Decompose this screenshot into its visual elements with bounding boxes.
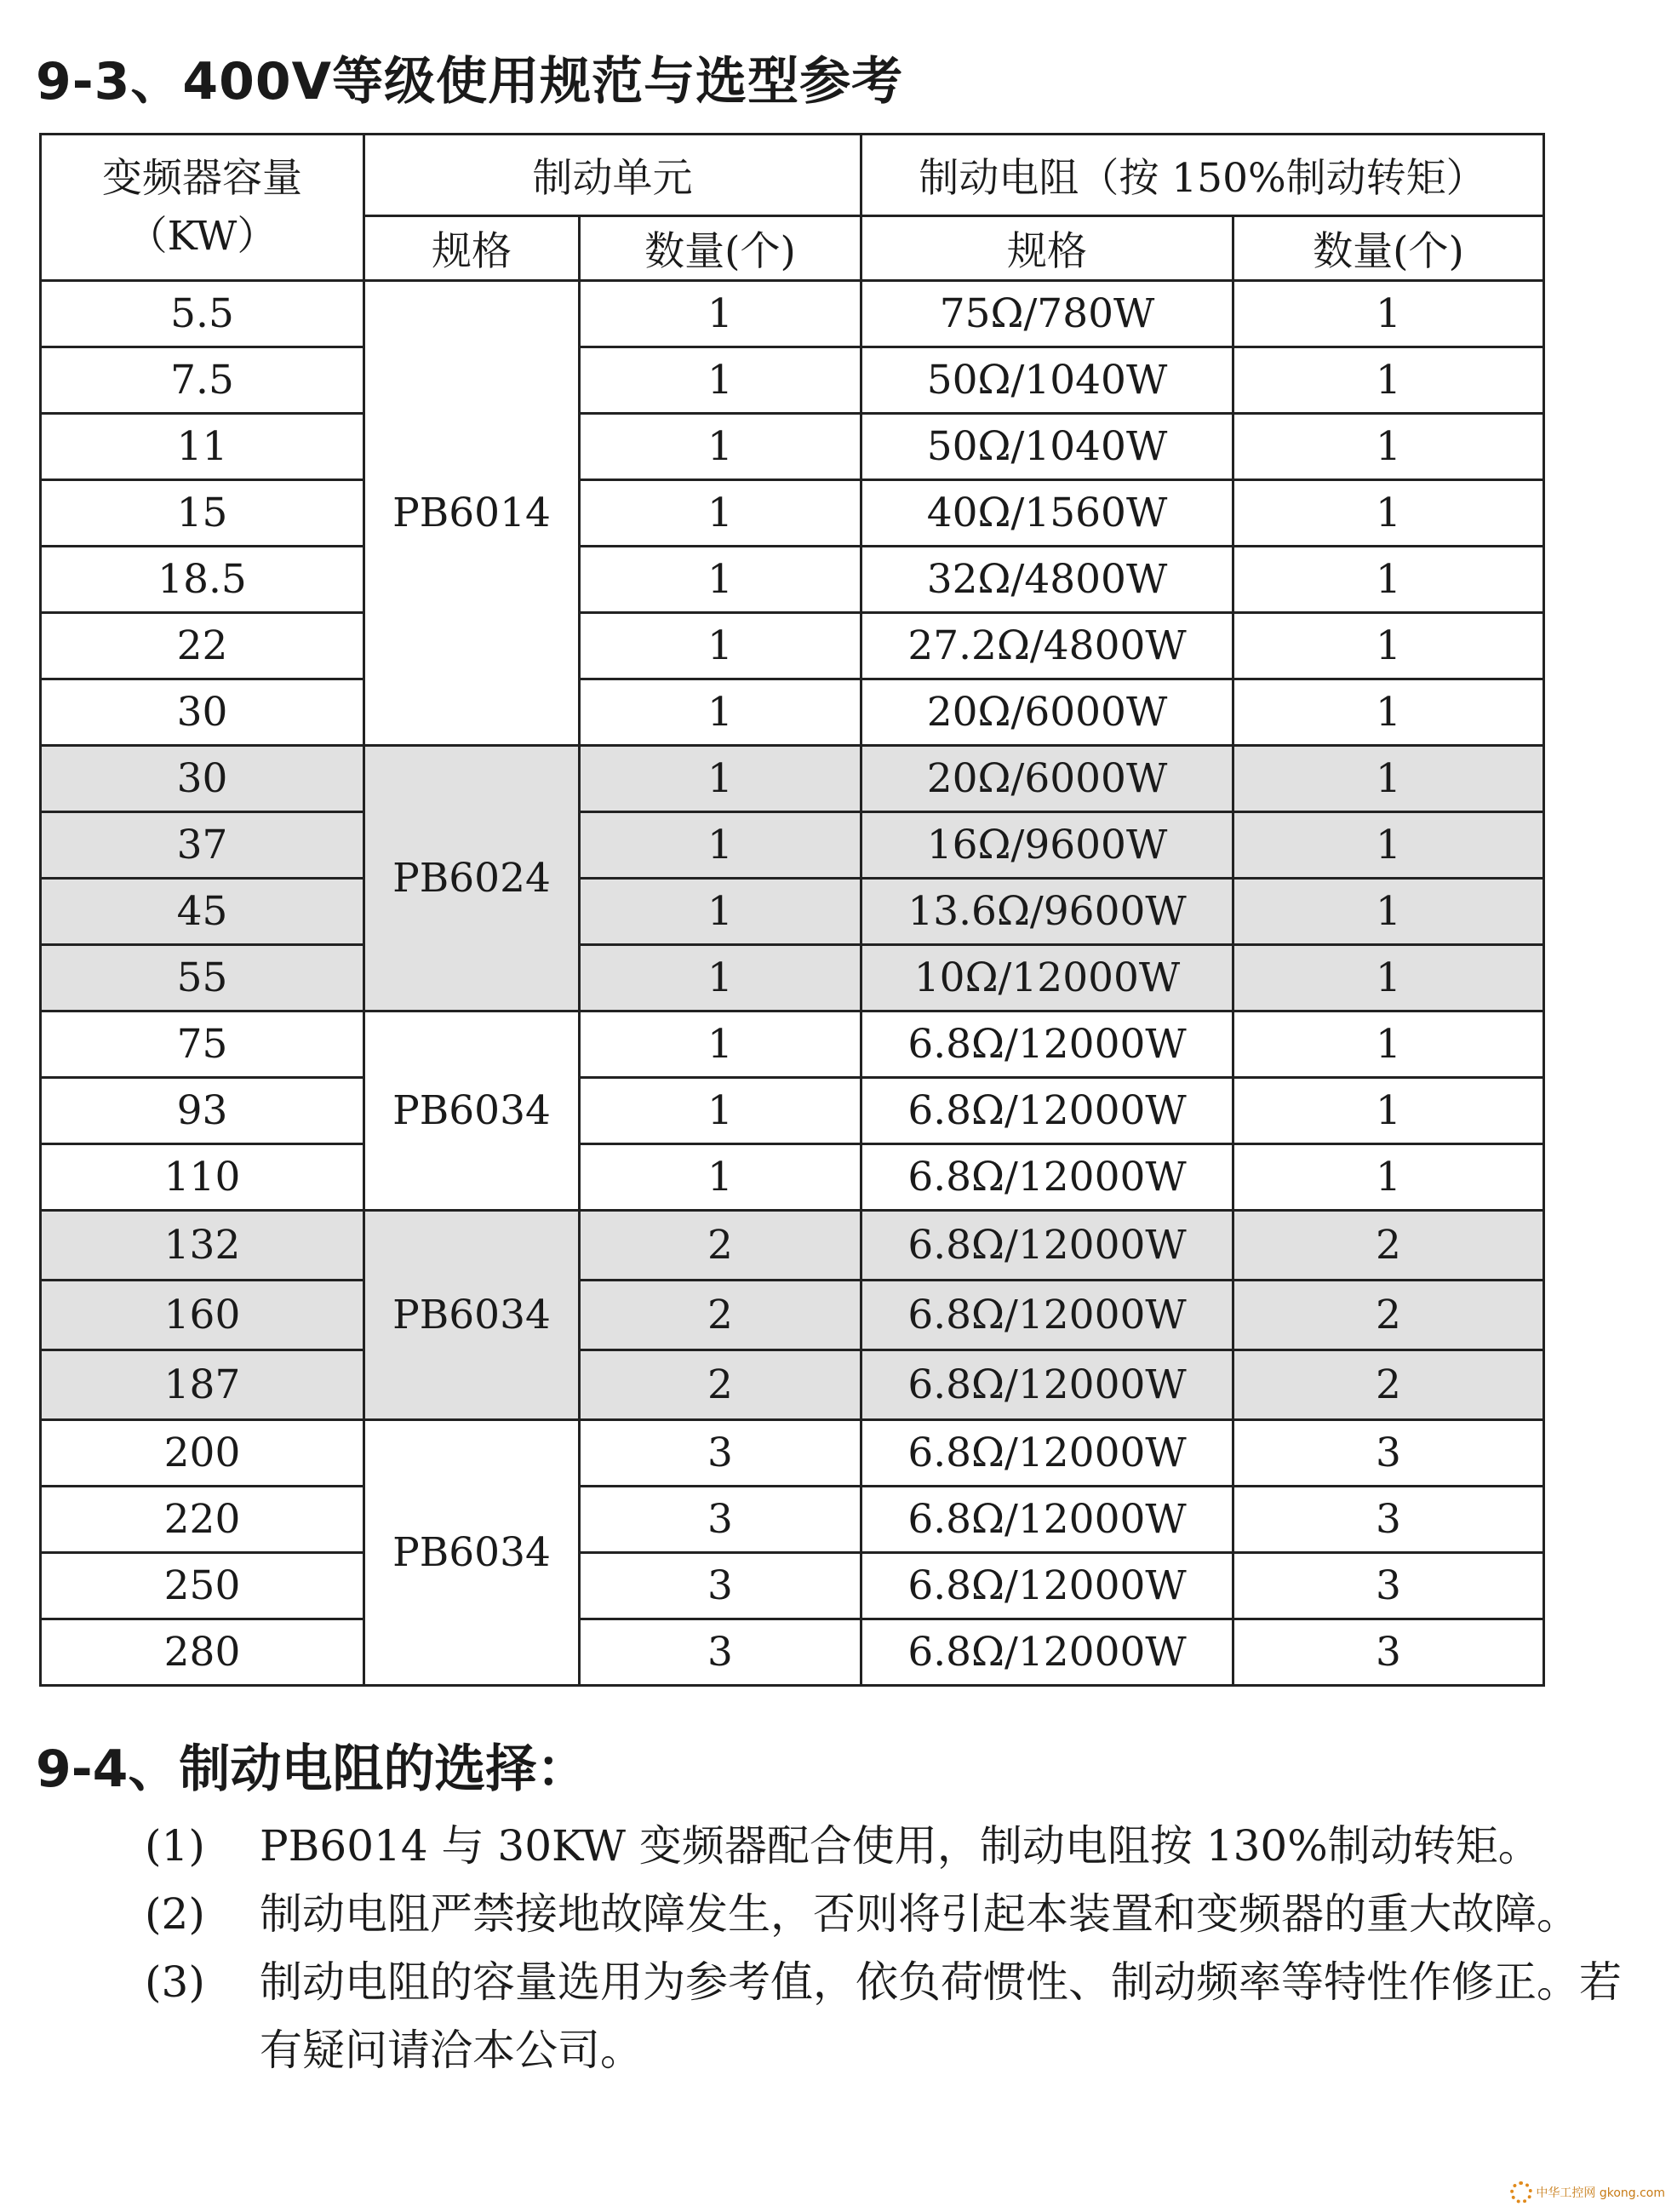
- table-row: [41, 1011, 1544, 1078]
- cell-capacity-kw: 200: [41, 1420, 364, 1487]
- cell-resistor-qty: 2: [1233, 1281, 1544, 1350]
- cell-resistor-spec: 10Ω/12000W: [861, 945, 1233, 1011]
- cell-resistor-spec: 32Ω/4800W: [861, 547, 1233, 613]
- cell-capacity-kw: 5.5: [41, 281, 364, 347]
- header-capacity-label: 变频器容量: [102, 154, 302, 202]
- note-number: (3): [145, 1957, 205, 2007]
- brake-selection-table: [39, 133, 1545, 1687]
- cell-resistor-spec: 6.8Ω/12000W: [861, 1011, 1233, 1078]
- note-number: (2): [145, 1889, 205, 1939]
- header-brake-resistor: 制动电阻（按 150%制动转矩）: [861, 135, 1544, 216]
- cell-brake-unit-qty: 1: [580, 547, 861, 613]
- cell-resistor-spec: 6.8Ω/12000W: [861, 1281, 1233, 1350]
- cell-brake-unit-qty: 3: [580, 1487, 861, 1553]
- cell-resistor-spec: 27.2Ω/4800W: [861, 613, 1233, 679]
- table-row: [41, 1487, 1544, 1553]
- cell-capacity-kw: 220: [41, 1487, 364, 1553]
- note-text: PB6014 与 30KW 变频器配合使用，制动电阻按 130%制动转矩。: [260, 1821, 1541, 1871]
- cell-resistor-qty: 2: [1233, 1350, 1544, 1420]
- table-body: [41, 281, 1544, 1686]
- note-item: [145, 1948, 1643, 2084]
- header-resistor-spec: 规格: [861, 216, 1233, 281]
- cell-brake-unit-spec: PB6014: [364, 281, 580, 746]
- cell-resistor-spec: 75Ω/780W: [861, 281, 1233, 347]
- cell-brake-unit-qty: 3: [580, 1420, 861, 1487]
- cell-brake-unit-qty: 2: [580, 1350, 861, 1420]
- cell-resistor-spec: 20Ω/6000W: [861, 679, 1233, 746]
- table-row: [41, 1350, 1544, 1420]
- cell-brake-unit-qty: 1: [580, 746, 861, 812]
- cell-brake-unit-qty: 1: [580, 679, 861, 746]
- cell-brake-unit-qty: 1: [580, 1078, 861, 1144]
- cell-brake-unit-qty: 1: [580, 879, 861, 945]
- cell-capacity-kw: 160: [41, 1281, 364, 1350]
- cell-resistor-spec: 40Ω/1560W: [861, 480, 1233, 547]
- cell-resistor-qty: 1: [1233, 1078, 1544, 1144]
- cell-resistor-spec: 50Ω/1040W: [861, 414, 1233, 480]
- table-row: [41, 547, 1544, 613]
- cell-resistor-spec: 6.8Ω/12000W: [861, 1420, 1233, 1487]
- cell-resistor-qty: 1: [1233, 613, 1544, 679]
- cell-capacity-kw: 110: [41, 1144, 364, 1211]
- cell-brake-unit-qty: 1: [580, 480, 861, 547]
- cell-resistor-qty: 3: [1233, 1553, 1544, 1619]
- header-capacity: [41, 135, 364, 281]
- cell-brake-unit-qty: 1: [580, 1144, 861, 1211]
- cell-resistor-qty: 1: [1233, 281, 1544, 347]
- cell-resistor-spec: 13.6Ω/9600W: [861, 879, 1233, 945]
- cell-brake-unit-qty: 1: [580, 812, 861, 879]
- table-row: [41, 1281, 1544, 1350]
- cell-capacity-kw: 187: [41, 1350, 364, 1420]
- cell-capacity-kw: 30: [41, 746, 364, 812]
- cell-capacity-kw: 45: [41, 879, 364, 945]
- table-row: [41, 812, 1544, 879]
- cell-resistor-qty: 1: [1233, 746, 1544, 812]
- cell-resistor-qty: 2: [1233, 1211, 1544, 1281]
- cell-brake-unit-qty: 3: [580, 1619, 861, 1686]
- table-row: [41, 879, 1544, 945]
- cell-capacity-kw: 132: [41, 1211, 364, 1281]
- cell-brake-unit-qty: 1: [580, 1011, 861, 1078]
- cell-brake-unit-spec: PB6024: [364, 746, 580, 1011]
- cell-capacity-kw: 250: [41, 1553, 364, 1619]
- cell-resistor-spec: 6.8Ω/12000W: [861, 1078, 1233, 1144]
- section-9-4-title: 9-4、制动电阻的选择：: [36, 1739, 588, 1799]
- watermark-logo: [1510, 2181, 1665, 2203]
- cell-resistor-qty: 1: [1233, 347, 1544, 414]
- cell-brake-unit-spec: PB6034: [364, 1420, 580, 1686]
- cell-brake-unit-qty: 1: [580, 613, 861, 679]
- cell-resistor-qty: 3: [1233, 1420, 1544, 1487]
- cell-capacity-kw: 18.5: [41, 547, 364, 613]
- table-row: [41, 1078, 1544, 1144]
- cell-resistor-qty: 3: [1233, 1619, 1544, 1686]
- cell-resistor-qty: 1: [1233, 945, 1544, 1011]
- note-text: 制动电阻的容量选用为参考值，依负荷惯性、制动频率等特性作修正。若有疑问请洽本公司。: [260, 1957, 1622, 2075]
- cell-brake-unit-qty: 2: [580, 1211, 861, 1281]
- cell-capacity-kw: 55: [41, 945, 364, 1011]
- table-row: [41, 1211, 1544, 1281]
- cell-brake-unit-qty: 2: [580, 1281, 861, 1350]
- cell-resistor-spec: 6.8Ω/12000W: [861, 1211, 1233, 1281]
- cell-resistor-qty: 1: [1233, 547, 1544, 613]
- table-row: [41, 347, 1544, 414]
- table-row: [41, 1619, 1544, 1686]
- cell-capacity-kw: 7.5: [41, 347, 364, 414]
- cell-resistor-qty: 1: [1233, 1011, 1544, 1078]
- note-item: [145, 1880, 1643, 1948]
- cell-resistor-qty: 1: [1233, 812, 1544, 879]
- cell-resistor-qty: 1: [1233, 679, 1544, 746]
- note-number: (1): [145, 1821, 205, 1871]
- header-brake-unit: 制动单元: [364, 135, 861, 216]
- cell-resistor-qty: 1: [1233, 1144, 1544, 1211]
- header-resistor-qty: 数量(个): [1233, 216, 1544, 281]
- cell-resistor-spec: 6.8Ω/12000W: [861, 1144, 1233, 1211]
- gear-icon: [1510, 2181, 1532, 2203]
- cell-resistor-qty: 3: [1233, 1487, 1544, 1553]
- cell-resistor-spec: 6.8Ω/12000W: [861, 1487, 1233, 1553]
- cell-brake-unit-spec: PB6034: [364, 1211, 580, 1420]
- cell-capacity-kw: 11: [41, 414, 364, 480]
- cell-resistor-spec: 50Ω/1040W: [861, 347, 1233, 414]
- notes-list: [145, 1812, 1643, 2084]
- cell-capacity-kw: 22: [41, 613, 364, 679]
- cell-capacity-kw: 15: [41, 480, 364, 547]
- table-row: [41, 679, 1544, 746]
- cell-brake-unit-qty: 3: [580, 1553, 861, 1619]
- table-row: [41, 281, 1544, 347]
- table-row: [41, 746, 1544, 812]
- table-row: [41, 945, 1544, 1011]
- table-row: [41, 1144, 1544, 1211]
- cell-capacity-kw: 37: [41, 812, 364, 879]
- header-unit-spec: 规格: [364, 216, 580, 281]
- note-text: 制动电阻严禁接地故障发生，否则将引起本装置和变频器的重大故障。: [260, 1889, 1579, 1939]
- cell-brake-unit-qty: 1: [580, 347, 861, 414]
- cell-resistor-spec: 6.8Ω/12000W: [861, 1350, 1233, 1420]
- cell-resistor-qty: 1: [1233, 480, 1544, 547]
- table-row: [41, 613, 1544, 679]
- cell-capacity-kw: 93: [41, 1078, 364, 1144]
- cell-capacity-kw: 280: [41, 1619, 364, 1686]
- watermark-text: 中华工控网 gkong.com: [1536, 2186, 1665, 2200]
- cell-resistor-spec: 6.8Ω/12000W: [861, 1553, 1233, 1619]
- table-row: [41, 1420, 1544, 1487]
- note-item: [145, 1812, 1643, 1880]
- header-capacity-unit: （KW）: [127, 212, 278, 260]
- table-row: [41, 1553, 1544, 1619]
- cell-brake-unit-qty: 1: [580, 945, 861, 1011]
- cell-capacity-kw: 75: [41, 1011, 364, 1078]
- table-row: [41, 480, 1544, 547]
- header-unit-qty: 数量(个): [580, 216, 861, 281]
- table-row: [41, 414, 1544, 480]
- cell-resistor-spec: 6.8Ω/12000W: [861, 1619, 1233, 1686]
- cell-brake-unit-qty: 1: [580, 281, 861, 347]
- section-9-3-title: 9-3、400V等级使用规范与选型参考: [36, 52, 904, 112]
- cell-brake-unit-qty: 1: [580, 414, 861, 480]
- cell-resistor-qty: 1: [1233, 414, 1544, 480]
- cell-capacity-kw: 30: [41, 679, 364, 746]
- cell-resistor-qty: 1: [1233, 879, 1544, 945]
- cell-brake-unit-spec: PB6034: [364, 1011, 580, 1211]
- cell-resistor-spec: 16Ω/9600W: [861, 812, 1233, 879]
- cell-resistor-spec: 20Ω/6000W: [861, 746, 1233, 812]
